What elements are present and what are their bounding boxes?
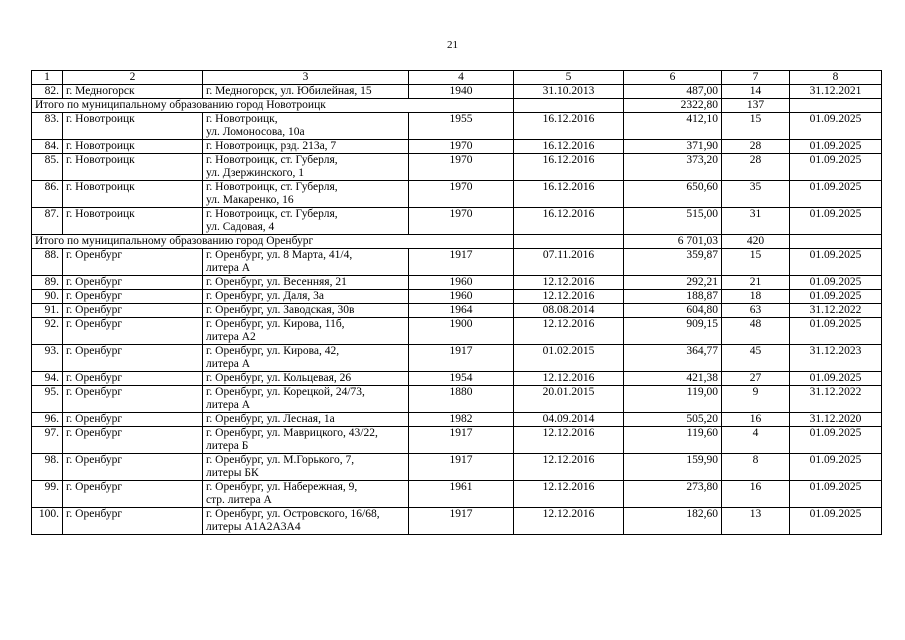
column-header: 5 — [514, 71, 624, 85]
year-cell: 1917 — [409, 345, 514, 372]
row-number: 88. — [32, 249, 63, 276]
date-cell: 16.12.2016 — [514, 181, 624, 208]
area-cell: 159,90 — [624, 454, 722, 481]
address-cell — [203, 508, 409, 535]
deadline-cell: 31.12.2022 — [790, 386, 882, 413]
date-cell: 08.08.2014 — [514, 304, 624, 318]
address-line: г. Медногорск, ул. Юбилейная, 15 — [206, 85, 372, 97]
row-number: 90. — [32, 290, 63, 304]
address-cell — [203, 372, 409, 386]
count-cell: 18 — [722, 290, 790, 304]
address-line: ул. Садовая, 4 — [206, 221, 275, 233]
address-cell — [203, 454, 409, 481]
table-row — [32, 318, 882, 345]
table-row — [32, 113, 882, 140]
table-row — [32, 413, 882, 427]
date-cell: 12.12.2016 — [514, 318, 624, 345]
deadline-cell: 31.12.2023 — [790, 345, 882, 372]
table-row — [32, 454, 882, 481]
address-cell — [203, 481, 409, 508]
address-cell — [203, 304, 409, 318]
count-cell: 8 — [722, 454, 790, 481]
row-number: 98. — [32, 454, 63, 481]
count-cell: 21 — [722, 276, 790, 290]
column-header: 2 — [63, 71, 203, 85]
count-cell: 16 — [722, 413, 790, 427]
address-line: г. Оренбург, ул. М.Горького, 7, — [206, 454, 355, 466]
row-number: 94. — [32, 372, 63, 386]
area-cell: 359,87 — [624, 249, 722, 276]
deadline-cell: 01.09.2025 — [790, 454, 882, 481]
count-cell: 63 — [722, 304, 790, 318]
deadline-cell: 01.09.2025 — [790, 290, 882, 304]
year-cell: 1900 — [409, 318, 514, 345]
total-area: 2322,80 — [624, 99, 722, 113]
deadline-cell: 01.09.2025 — [790, 318, 882, 345]
address-cell — [203, 113, 409, 140]
total-empty-cell — [790, 99, 882, 113]
year-cell: 1982 — [409, 413, 514, 427]
area-cell: 182,60 — [624, 508, 722, 535]
address-line: г. Оренбург, ул. Лесная, 1а — [206, 413, 335, 425]
address-line: литеры БК — [206, 467, 259, 479]
address-line: г. Оренбург, ул. Кирова, 11б, — [206, 318, 345, 330]
address-line: г. Оренбург, ул. Заводская, 30в — [206, 304, 355, 316]
year-cell: 1964 — [409, 304, 514, 318]
table-row — [32, 386, 882, 413]
area-cell: 119,00 — [624, 386, 722, 413]
deadline-cell: 01.09.2025 — [790, 208, 882, 235]
date-cell: 07.11.2016 — [514, 249, 624, 276]
address-line: г. Оренбург, ул. 8 Марта, 41/4, — [206, 249, 353, 261]
address-line: ул. Макаренко, 16 — [206, 194, 294, 206]
date-cell: 12.12.2016 — [514, 276, 624, 290]
date-cell: 04.09.2014 — [514, 413, 624, 427]
row-number: 99. — [32, 481, 63, 508]
date-cell: 12.12.2016 — [514, 290, 624, 304]
address-line: г. Оренбург, ул. Корецкой, 24/73, — [206, 386, 365, 398]
deadline-cell: 31.12.2020 — [790, 413, 882, 427]
row-number: 96. — [32, 413, 63, 427]
area-cell: 604,80 — [624, 304, 722, 318]
count-cell: 35 — [722, 181, 790, 208]
area-cell: 119,60 — [624, 427, 722, 454]
address-line: г. Новотроицк, ст. Губерля, — [206, 208, 338, 220]
row-number: 89. — [32, 276, 63, 290]
table-row — [32, 290, 882, 304]
area-cell: 273,80 — [624, 481, 722, 508]
address-line: г. Оренбург, ул. Весенняя, 21 — [206, 276, 347, 288]
table-row — [32, 249, 882, 276]
count-cell: 13 — [722, 508, 790, 535]
city-cell: г. Оренбург — [63, 427, 203, 454]
deadline-cell: 01.09.2025 — [790, 181, 882, 208]
year-cell: 1917 — [409, 249, 514, 276]
date-cell: 12.12.2016 — [514, 427, 624, 454]
deadline-cell: 01.09.2025 — [790, 154, 882, 181]
date-cell: 20.01.2015 — [514, 386, 624, 413]
deadline-cell: 01.09.2025 — [790, 427, 882, 454]
area-cell: 412,10 — [624, 113, 722, 140]
deadline-cell: 01.09.2025 — [790, 481, 882, 508]
city-cell: г. Новотроицк — [63, 154, 203, 181]
column-header: 8 — [790, 71, 882, 85]
year-cell: 1880 — [409, 386, 514, 413]
deadline-cell: 01.09.2025 — [790, 508, 882, 535]
address-cell — [203, 85, 409, 99]
total-count: 420 — [722, 235, 790, 249]
count-cell: 15 — [722, 249, 790, 276]
address-line: г. Оренбург, ул. Кольцевая, 26 — [206, 372, 352, 384]
address-line: литеры А1А2А3А4 — [206, 521, 301, 533]
table-header-row — [32, 71, 882, 85]
address-line: г. Новотроицк, рзд. 213а, 7 — [206, 140, 337, 152]
date-cell: 16.12.2016 — [514, 154, 624, 181]
area-cell: 364,77 — [624, 345, 722, 372]
date-cell: 12.12.2016 — [514, 508, 624, 535]
city-cell: г. Оренбург — [63, 454, 203, 481]
table-row — [32, 345, 882, 372]
total-empty-cell — [790, 235, 882, 249]
count-cell: 48 — [722, 318, 790, 345]
year-cell: 1970 — [409, 154, 514, 181]
count-cell: 28 — [722, 154, 790, 181]
count-cell: 4 — [722, 427, 790, 454]
address-cell — [203, 427, 409, 454]
address-line: г. Новотроицк, — [206, 113, 278, 125]
count-cell: 28 — [722, 140, 790, 154]
address-line: г. Оренбург, ул. Маврицкого, 43/22, — [206, 427, 378, 439]
deadline-cell: 01.09.2025 — [790, 113, 882, 140]
city-cell: г. Оренбург — [63, 276, 203, 290]
address-line: ул. Ломоносова, 10а — [206, 126, 305, 138]
table-row — [32, 372, 882, 386]
column-header: 6 — [624, 71, 722, 85]
municipality-total-row — [32, 99, 882, 113]
deadline-cell: 01.09.2025 — [790, 276, 882, 290]
city-cell: г. Оренбург — [63, 481, 203, 508]
city-cell: г. Новотроицк — [63, 181, 203, 208]
area-cell: 909,15 — [624, 318, 722, 345]
municipality-total-row — [32, 235, 882, 249]
count-cell: 9 — [722, 386, 790, 413]
table-row — [32, 304, 882, 318]
city-cell: г. Оренбург — [63, 386, 203, 413]
date-cell: 16.12.2016 — [514, 208, 624, 235]
address-cell — [203, 318, 409, 345]
row-number: 84. — [32, 140, 63, 154]
total-area: 6 701,03 — [624, 235, 722, 249]
date-cell: 01.02.2015 — [514, 345, 624, 372]
address-line: г. Оренбург, ул. Островского, 16/68, — [206, 508, 380, 520]
city-cell: г. Оренбург — [63, 249, 203, 276]
address-line: литера А — [206, 399, 251, 411]
count-cell: 16 — [722, 481, 790, 508]
count-cell: 31 — [722, 208, 790, 235]
row-number: 95. — [32, 386, 63, 413]
year-cell: 1917 — [409, 508, 514, 535]
total-empty-cell — [514, 99, 624, 113]
area-cell: 371,90 — [624, 140, 722, 154]
table-row — [32, 140, 882, 154]
deadline-cell: 31.12.2022 — [790, 304, 882, 318]
year-cell: 1940 — [409, 85, 514, 99]
deadline-cell: 01.09.2025 — [790, 140, 882, 154]
address-line: литера А — [206, 262, 251, 274]
city-cell: г. Оренбург — [63, 345, 203, 372]
year-cell: 1961 — [409, 481, 514, 508]
year-cell: 1954 — [409, 372, 514, 386]
city-cell: г. Оренбург — [63, 372, 203, 386]
date-cell: 12.12.2016 — [514, 481, 624, 508]
column-header: 4 — [409, 71, 514, 85]
table-row — [32, 481, 882, 508]
address-cell — [203, 290, 409, 304]
total-label: Итого по муниципальному образованию город Оренбург — [32, 235, 514, 249]
address-cell — [203, 249, 409, 276]
table-row — [32, 181, 882, 208]
address-line: литера А — [206, 358, 251, 370]
column-header: 1 — [32, 71, 63, 85]
area-cell: 188,87 — [624, 290, 722, 304]
row-number: 97. — [32, 427, 63, 454]
count-cell: 45 — [722, 345, 790, 372]
area-cell: 515,00 — [624, 208, 722, 235]
table-row — [32, 427, 882, 454]
year-cell: 1970 — [409, 140, 514, 154]
page-number: 21 — [447, 39, 458, 51]
area-cell: 505,20 — [624, 413, 722, 427]
date-cell: 16.12.2016 — [514, 113, 624, 140]
year-cell: 1955 — [409, 113, 514, 140]
address-line: литера А2 — [206, 331, 256, 343]
address-cell — [203, 140, 409, 154]
area-cell: 650,60 — [624, 181, 722, 208]
city-cell: г. Оренбург — [63, 304, 203, 318]
row-number: 87. — [32, 208, 63, 235]
address-cell — [203, 276, 409, 290]
count-cell: 14 — [722, 85, 790, 99]
row-number: 82. — [32, 85, 63, 99]
address-cell — [203, 154, 409, 181]
address-cell — [203, 208, 409, 235]
address-line: ул. Дзержинского, 1 — [206, 167, 305, 179]
city-cell: г. Оренбург — [63, 318, 203, 345]
column-header: 7 — [722, 71, 790, 85]
address-line: г. Новотроицк, ст. Губерля, — [206, 181, 338, 193]
address-cell — [203, 386, 409, 413]
city-cell: г. Новотроицк — [63, 208, 203, 235]
address-line: г. Оренбург, ул. Кирова, 42, — [206, 345, 340, 357]
address-line: г. Новотроицк, ст. Губерля, — [206, 154, 338, 166]
count-cell: 15 — [722, 113, 790, 140]
address-cell — [203, 181, 409, 208]
area-cell: 373,20 — [624, 154, 722, 181]
city-cell: г. Новотроицк — [63, 113, 203, 140]
column-header: 3 — [203, 71, 409, 85]
year-cell: 1970 — [409, 181, 514, 208]
year-cell: 1917 — [409, 454, 514, 481]
row-number: 100. — [32, 508, 63, 535]
total-empty-cell — [514, 235, 624, 249]
row-number: 93. — [32, 345, 63, 372]
row-number: 83. — [32, 113, 63, 140]
address-line: стр. литера А — [206, 494, 272, 506]
city-cell: г. Новотроицк — [63, 140, 203, 154]
deadline-cell: 01.09.2025 — [790, 249, 882, 276]
area-cell: 421,38 — [624, 372, 722, 386]
date-cell: 31.10.2013 — [514, 85, 624, 99]
address-line: г. Оренбург, ул. Даля, 3а — [206, 290, 324, 302]
table-row — [32, 508, 882, 535]
city-cell: г. Оренбург — [63, 413, 203, 427]
year-cell: 1970 — [409, 208, 514, 235]
address-cell — [203, 413, 409, 427]
area-cell: 487,00 — [624, 85, 722, 99]
date-cell: 12.12.2016 — [514, 372, 624, 386]
count-cell: 27 — [722, 372, 790, 386]
city-cell: г. Оренбург — [63, 508, 203, 535]
year-cell: 1917 — [409, 427, 514, 454]
deadline-cell: 01.09.2025 — [790, 372, 882, 386]
table-row — [32, 154, 882, 181]
address-line: литера Б — [206, 440, 249, 452]
date-cell: 12.12.2016 — [514, 454, 624, 481]
date-cell: 16.12.2016 — [514, 140, 624, 154]
table-row — [32, 208, 882, 235]
city-cell: г. Медногорск — [63, 85, 203, 99]
address-line: г. Оренбург, ул. Набережная, 9, — [206, 481, 358, 493]
row-number: 92. — [32, 318, 63, 345]
area-cell: 292,21 — [624, 276, 722, 290]
housing-registry-table — [31, 70, 882, 535]
row-number: 86. — [32, 181, 63, 208]
table-row — [32, 85, 882, 99]
deadline-cell: 31.12.2021 — [790, 85, 882, 99]
year-cell: 1960 — [409, 290, 514, 304]
table-row — [32, 276, 882, 290]
year-cell: 1960 — [409, 276, 514, 290]
city-cell: г. Оренбург — [63, 290, 203, 304]
row-number: 91. — [32, 304, 63, 318]
row-number: 85. — [32, 154, 63, 181]
total-label: Итого по муниципальному образованию город Новотроицк — [32, 99, 514, 113]
address-cell — [203, 345, 409, 372]
total-count: 137 — [722, 99, 790, 113]
